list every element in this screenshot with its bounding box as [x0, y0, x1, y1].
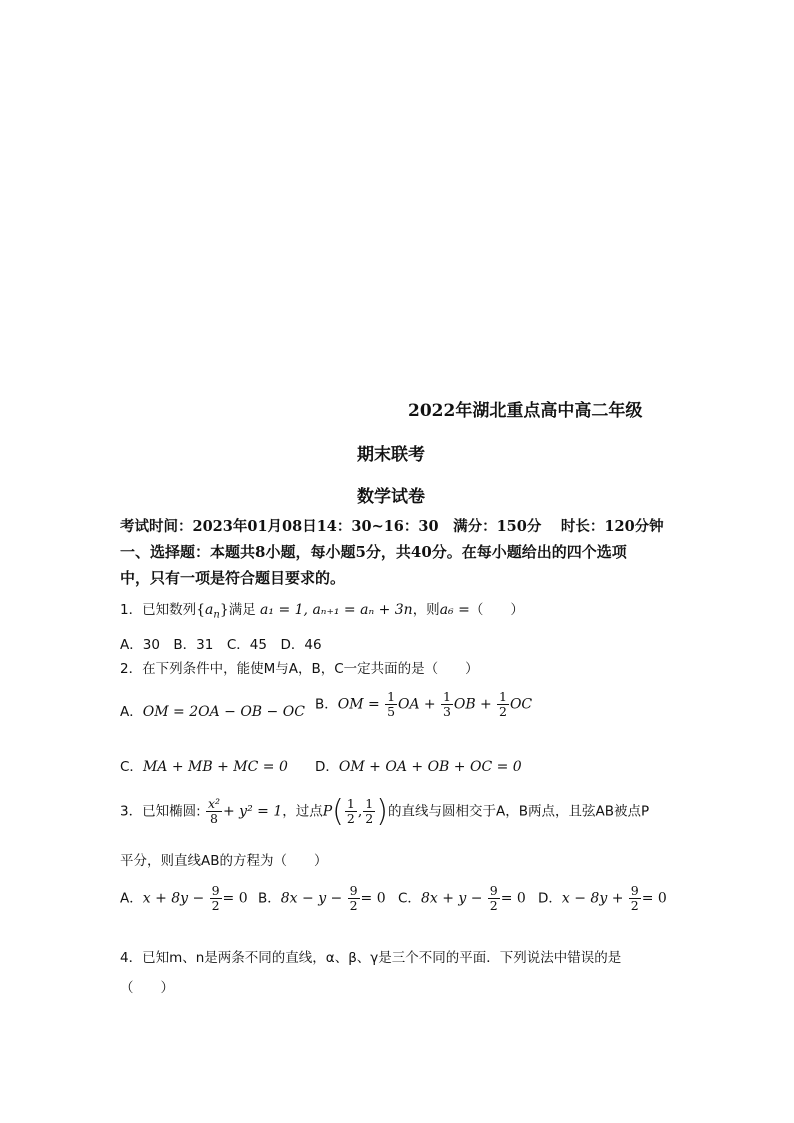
q3-a-label: A．: [120, 890, 143, 907]
question-2-option-b: B．OM = $\frac{1}{5}$ OA + $\frac{1}{3}$ OB + $\frac{1}{2}$ OC: [315, 689, 533, 719]
q1-seq-sub: n: [213, 609, 220, 621]
question-3-option-c: [398, 884, 526, 913]
brace-open: {: [196, 602, 206, 618]
q3-point-x: $\frac{1}{2}$: [346, 796, 355, 826]
question-1-options: A．30 B．31 C．45 D．46: [120, 637, 322, 653]
q2-b-fraction-3: $\frac{1}{2}$: [498, 689, 507, 719]
q2-a-label: A．: [120, 704, 143, 720]
q2-d-expression: OM + OA + OB + OC = 0: [338, 759, 522, 775]
section-heading-line-1: 一、选择题：本题共8小题，每小题5分，共40分。在每小题给出的四个选项: [120, 543, 627, 561]
q3-b-label: B．: [258, 890, 281, 907]
q2-b-label: B．: [315, 696, 338, 713]
question-3-option-b: [258, 884, 386, 913]
q1-tail: ，则: [412, 602, 440, 618]
q3-d-post: = 0: [641, 890, 667, 907]
q2-d-label: D．: [315, 759, 339, 775]
q1-mid: 满足: [228, 602, 256, 618]
q1-seq: a: [205, 602, 214, 618]
section-heading-line-2: 中，只有一项是符合题目要求的。: [120, 569, 346, 587]
q1-ask: a₆ =: [439, 602, 470, 618]
q3-c-fraction: $\frac{9}{2}$: [489, 883, 498, 913]
title-line-3: 数学试卷: [357, 487, 425, 507]
q3-ellipse-rest: + y² = 1: [223, 803, 283, 820]
q3-b-pre: 8x − y −: [280, 890, 343, 907]
question-3-line-2: 平分，则直线AB的方程为（ ）: [120, 853, 328, 869]
q3-b-post: = 0: [360, 890, 386, 907]
brace-close: }: [219, 602, 229, 618]
q3-point: P: [322, 803, 333, 820]
q2-b-fraction-2: $\frac{1}{3}$: [442, 689, 451, 719]
q3-d-fraction: $\frac{9}{2}$: [630, 883, 639, 913]
q3-b-fraction: $\frac{9}{2}$: [349, 883, 358, 913]
q1-condition: a₁ = 1, aₙ₊₁ = aₙ + 3n: [260, 602, 413, 618]
title-line-2: 期末联考: [357, 445, 425, 465]
q3-mid: ，过点: [282, 803, 323, 820]
question-2-stem: 2．在下列条件中，能使M与A，B，C一定共面的是（ ）: [120, 661, 479, 677]
question-4-line-2: （ ）: [120, 980, 174, 996]
q3-c-post: = 0: [500, 890, 526, 907]
q2-b-lhs: OM =: [337, 696, 380, 713]
q3-a-pre: x + 8y −: [142, 890, 205, 907]
q3-ellipse-fraction: $\frac{\text{x²}}{8}$: [207, 796, 220, 826]
question-2-option-d: [315, 755, 522, 775]
q2-c-label: C．: [120, 759, 143, 775]
q2-b-vector-2: OB: [453, 696, 476, 713]
q3-a-fraction: $\frac{9}{2}$: [211, 883, 220, 913]
question-4-line-1: 4．已知m、n是两条不同的直线，α、β、γ是三个不同的平面．下列说法中错误的是: [120, 950, 622, 966]
q3-c-label: C．: [398, 890, 421, 907]
q2-a-expression: OM = 2OA − OB − OC: [142, 704, 305, 720]
question-3-option-a: [120, 884, 248, 913]
q2-b-vector-1: OA: [398, 696, 420, 713]
q3-a-post: = 0: [222, 890, 248, 907]
q1-prefix: 1．已知数列: [120, 602, 197, 618]
q2-b-fraction-1: $\frac{1}{5}$: [387, 689, 396, 719]
question-3-option-d: [538, 884, 667, 913]
q3-d-label: D．: [538, 890, 562, 907]
q3-c-pre: 8x + y −: [420, 890, 483, 907]
q3-point-y: $\frac{1}{2}$: [365, 796, 374, 826]
question-2-option-a: [120, 700, 305, 720]
q3-tail: 的直线与圆相交于A，B两点，且弦AB被点P: [387, 803, 650, 820]
exam-info: 考试时间：2023年01月08日14：30~16：30 满分：150分 时长：120分钟: [120, 518, 664, 535]
q3-d-pre: x − 8y +: [561, 890, 624, 907]
question-1-stem: [120, 598, 524, 621]
q1-paren: （ ）: [469, 602, 524, 618]
q2-b-vector-3: OC: [509, 696, 533, 713]
q2-c-expression: MA + MB + MC = 0: [142, 759, 288, 775]
question-2-option-c: [120, 755, 288, 775]
q3-prefix: 3．已知椭圆:: [120, 803, 201, 820]
question-3-stem: 3．已知椭圆: $\frac{\text{x²}}{8}$ + y² = 1，过点P( $\frac{1}{2}$ , $\frac{1}{2}$ )的直线与圆相交于A，B两点，且弦AB被点P: [120, 794, 650, 829]
title-line-1: 2022年湖北重点高中高二年级: [408, 401, 643, 421]
